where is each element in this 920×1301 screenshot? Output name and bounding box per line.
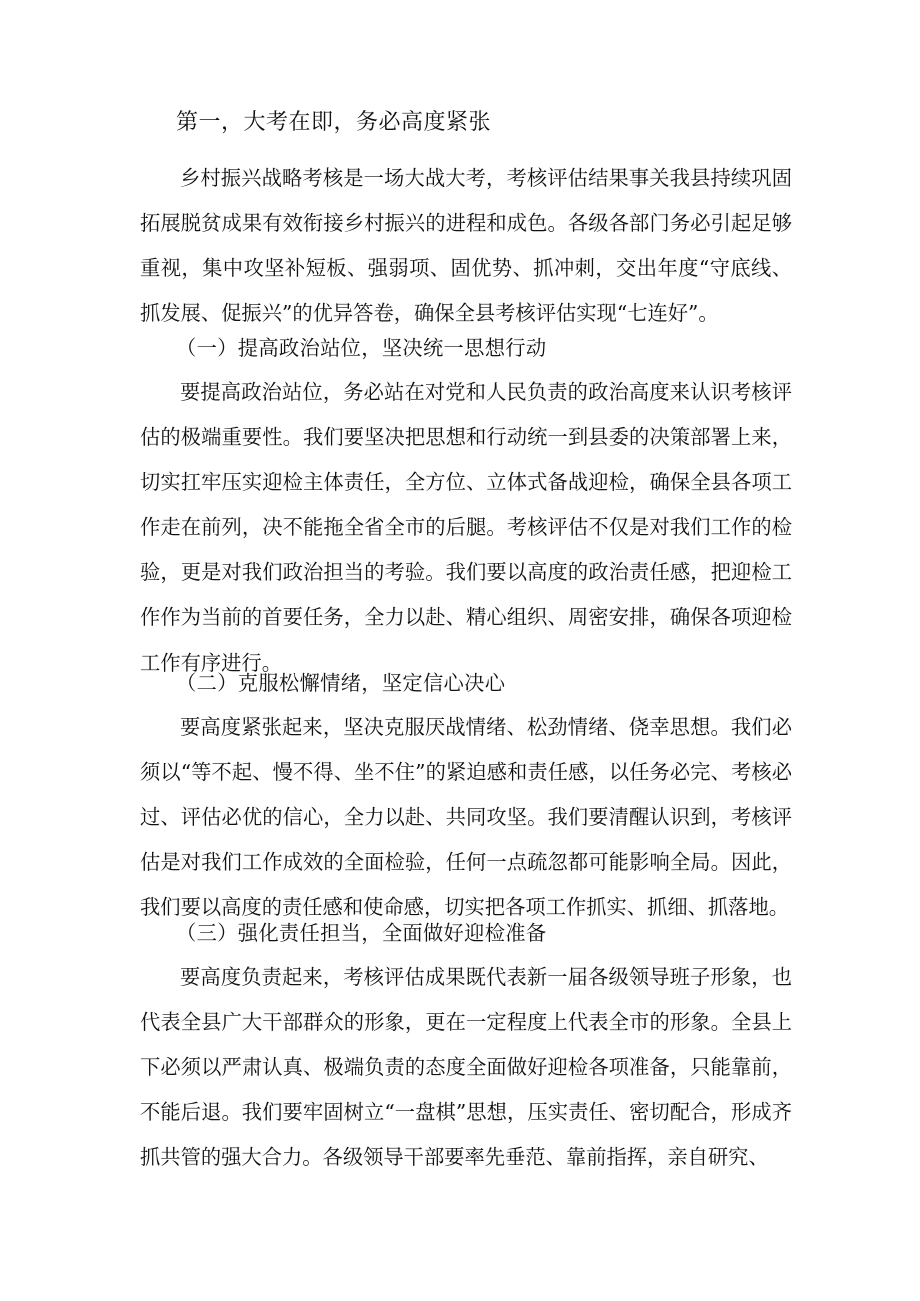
subheading-responsibility: （三）强化责任担当，全面做好迎检准备 (176, 921, 547, 945)
subheading-overcome-slackness: （二）克服松懈情绪，坚定信心决心 (176, 671, 506, 695)
paragraph-political-stance: 要提高政治站位，务必站在对党和人民负责的政治高度来认识考核评估的极端重要性。我们要坚决把思想和行动统一到县委的决策部署上来，切实扛牢压实迎检主体责任，全方位、立体式备战迎检，确保全县各项工作走在前列，决不能拖全省全市的后腿。考核评估不仅是对我们工作的检验，更是对我们政治担当的考验。我们要以高度的政治责任感，把迎检工作作为当前的首要任务，全力以赴、精心组织、周密安排，确保各项迎检工作有序进行。 (140, 380, 792, 675)
paragraph-responsibility: 要高度负责起来，考核评估成果既代表新一届各级领导班子形象，也代表全县广大干部群众的形象，更在一定程度上代表全市的形象。全县上下必须以严肃认真、极端负责的态度全面做好迎检各项准备，只能靠前，不能后退。我们要牢固树立“一盘棋”思想，压实责任、密切配合，形成齐抓共管的强大合力。各级领导干部要率先垂范、靠前指挥，亲自研究、 (140, 965, 792, 1170)
paragraph-overcome-slackness: 要高度紧张起来，坚决克服厌战情绪、松劲情绪、侥幸思想。我们必须以“等不起、慢不得、坐不住”的紧迫感和责任感，以任务必完、考核必过、评估必优的信心，全力以赴、共同攻坚。我们要清醒认识到，考核评估是对我们工作成效的全面检验，任何一点疏忽都可能影响全局。因此，我们要以高度的责任感和使命感，切实把各项工作抓实、抓细、抓落地。 (140, 715, 792, 920)
section-title: 第一，大考在即，务必高度紧张 (176, 110, 492, 135)
subheading-political-stance: （一）提高政治站位，坚决统一思想行动 (176, 336, 547, 360)
paragraph-intro: 乡村振兴战略考核是一场大战大考，考核评估结果事关我县持续巩固拓展脱贫成果有效衔接乡村振兴的进程和成色。各级各部门务必引起足够重视，集中攻坚补短板、强弱项、固优势、抓冲刺，交出年度“守底线、抓发展、促振兴”的优异答卷，确保全县考核评估实现“七连好”。 (140, 166, 792, 326)
